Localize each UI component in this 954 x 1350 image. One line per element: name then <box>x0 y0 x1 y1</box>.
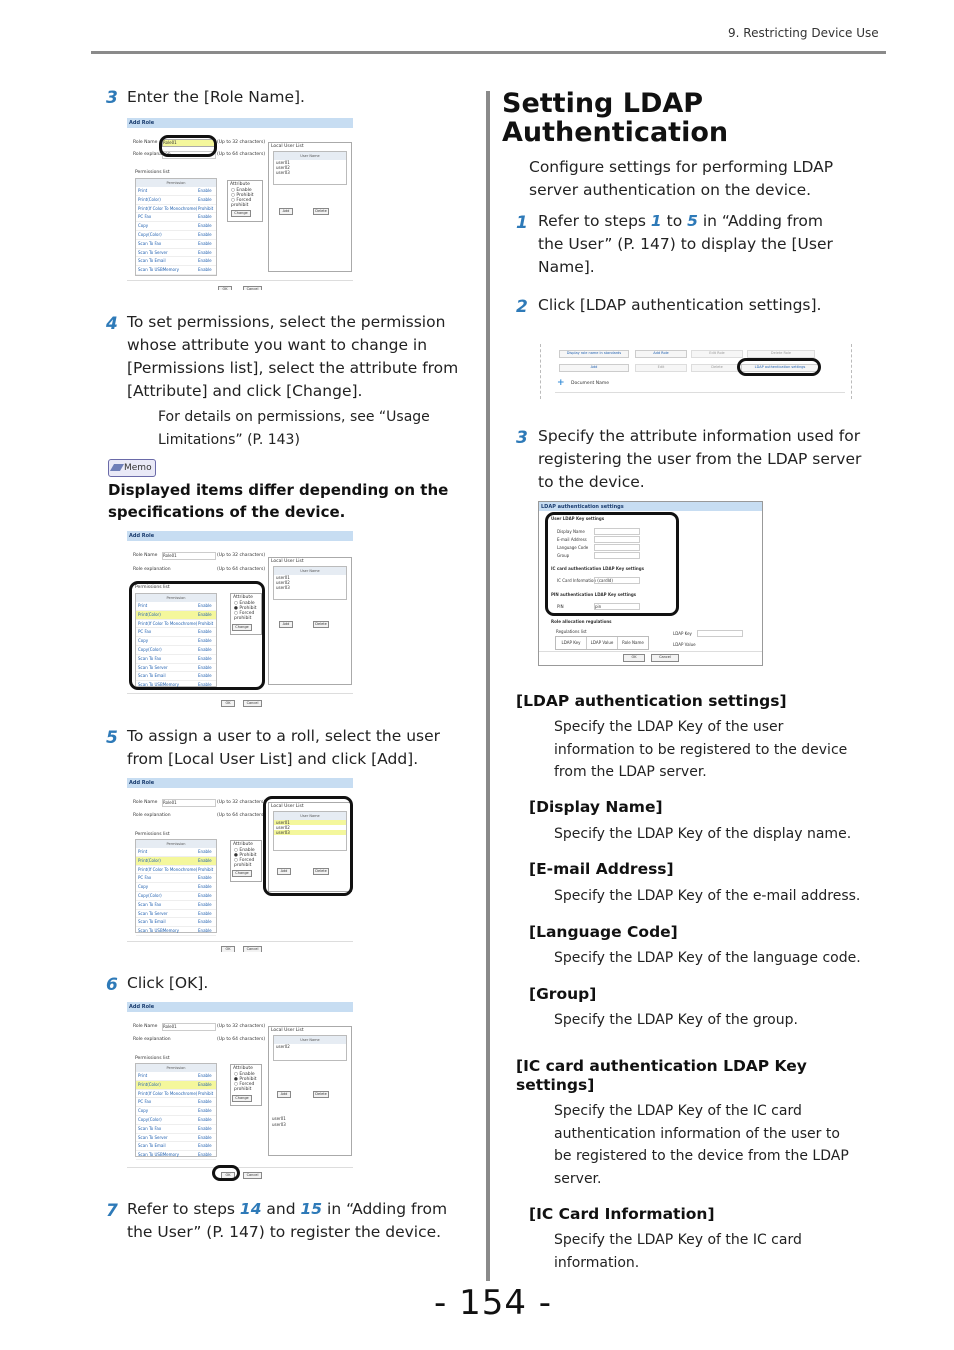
add-button[interactable]: Add <box>277 868 291 875</box>
step-text: Click [LDAP authentication settings]. <box>538 296 822 314</box>
attribute-box: Attribute ○ Enable ○ Prohibit ○ Forced prohibit <box>227 180 263 222</box>
section-heading: [LDAP authentication settings] <box>516 692 787 710</box>
step-number: 3 <box>106 88 118 108</box>
step-number: 5 <box>106 728 118 748</box>
step-text: Refer to steps 14 and 15 in “Adding from the User” (P. 147) to register the device. <box>127 1200 448 1241</box>
section-text: Specify the LDAP Key of the display name. <box>554 826 852 842</box>
section-text: Specify the LDAP Key of the IC card authentication information of the user to be registered to the device from the LDAP server. <box>554 1103 849 1187</box>
field-hint: (Up to 32 characters) <box>217 800 266 805</box>
step-note: For details on permissions, see “Usage Limitations” (P. 143) <box>158 409 430 448</box>
add-button[interactable]: Add <box>277 1091 291 1098</box>
permissions-table: Permission Print Enable Print(Color) Enable Print(If Color To Monochrome) Prohibit PC Fax Enable Copy Enable Copy(Color) Enable Scan To Fax Enable Scan To Server Enable Scan To Email Enable Scan To USBMemory Enable <box>135 178 217 276</box>
perm-list-label: Permissions list <box>135 832 170 837</box>
highlight-oval <box>545 512 679 616</box>
add-icon: + <box>557 378 565 388</box>
ok-button[interactable]: OK <box>221 1172 235 1179</box>
field-hint: (Up to 32 characters) <box>217 140 266 145</box>
step-text: To set permissions, select the permission whose attribute you want to change in [Permissions list], select the attribute from [Attribute] and click [Change]. <box>127 313 459 400</box>
highlight-oval <box>737 358 821 376</box>
attribute-box: Attribute ○ Enable ● Prohibit ○ Forced prohibit <box>230 1064 262 1106</box>
page-title: Setting LDAP Authentication <box>502 88 729 148</box>
highlight-oval <box>159 135 217 157</box>
step-text: Specify the attribute information used for registering the user from the LDAP server to the device. <box>538 427 862 491</box>
field-label: Role explanation <box>133 567 171 572</box>
change-button[interactable]: Change <box>232 870 252 877</box>
permissions-table: Permission Print Enable Print(Color) Enable Print(If Color To Monochrome) Prohibit PC Fax Enable Copy Enable Copy(Color) Enable Scan To Fax Enable Scan To Server Enable Scan To Email Enable Scan To USBMemory Enable <box>135 839 217 933</box>
delete-button[interactable]: Delete <box>313 621 329 628</box>
section-heading: [Language Code] <box>529 923 678 941</box>
field-hint: (Up to 64 characters) <box>217 152 266 157</box>
user-assign-box: Local User List User Name user01 user02 user03 <box>268 142 352 272</box>
field-label: Role explanation <box>133 813 171 818</box>
add-button[interactable]: Add <box>279 208 293 215</box>
user-assign-box: Local User List User Name user01 user02 user03 <box>268 557 352 685</box>
memo-badge: Memo <box>108 459 156 477</box>
step-text: Click [OK]. <box>127 974 209 992</box>
section-text: Specify the LDAP Key of the IC card information. <box>554 1232 802 1271</box>
user-assign-box: Local User List User Name user02 <box>268 1026 352 1156</box>
cancel-button[interactable]: Cancel <box>243 700 262 707</box>
field-hint: (Up to 64 characters) <box>217 813 266 818</box>
delete-button[interactable]: Delete <box>313 208 329 215</box>
change-button[interactable]: Change <box>232 1095 252 1102</box>
step-number: 2 <box>516 297 528 317</box>
section-text: Specify the LDAP Key of the e-mail address. <box>554 888 861 904</box>
field-hint: (Up to 32 characters) <box>217 553 266 558</box>
add-button[interactable]: Add <box>279 621 293 628</box>
field-hint: (Up to 32 characters) <box>217 1024 266 1029</box>
role-name-input[interactable]: Role01 <box>162 552 216 560</box>
perm-list-label: Permissions list <box>135 585 170 590</box>
permissions-table: Permission Print Enable Print(Color) Enable Print(If Color To Monochrome) Prohibit PC Fax Enable Copy Enable Copy(Color) Enable Scan To Fax Enable Scan To Server Enable Scan To Email Enable Scan To USBMemory Enable <box>135 593 217 687</box>
screenshot-add-role-2 <box>127 531 353 707</box>
permissions-table: Permission Print Enable Print(Color) Enable Print(If Color To Monochrome) Prohibit PC Fax Enable Copy Enable Copy(Color) Enable Scan To Fax Enable Scan To Server Enable Scan To Email Enable Scan To USBMemory Enable <box>135 1063 217 1157</box>
ok-button[interactable]: OK <box>221 700 235 707</box>
perm-list-label: Permissions list <box>135 170 170 175</box>
delete-button[interactable]: Delete <box>691 364 743 372</box>
dialog-title: Add Role <box>127 1002 353 1012</box>
section-text: Specify the LDAP Key of the user information to be registered to the device from the LDAP server. <box>554 719 848 780</box>
screenshot-add-role-4: Add Role Role Name Role01 (Up to 32 characters) Role explanation (Up to 64 characters) Permissions list Permission Print Enable Print(Color) Enable Print(If Color To Monochrome) Prohibit PC Fax Enable Copy Enable Copy(Color) Enable Scan To Fax Enable Scan To Server Enable Scan To Email Enable Scan To USBMemory Enable Attribute ○ Enable ● Prohibit ○ Forced prohibit Change Local User List User Name user02 Add Delete user01 user03 OK Cancel <box>127 1002 353 1182</box>
cancel-button[interactable]: Cancel <box>243 1172 262 1179</box>
step-text: To assign a user to a roll, select the user from [Local User List] and click [Add]. <box>127 727 440 768</box>
dialog-title: LDAP authentication settings <box>539 502 762 511</box>
field-label: Role explanation <box>133 1037 171 1042</box>
ldap-settings-button[interactable]: LDAP authentication settings <box>741 364 819 372</box>
add-role-button[interactable]: Add Role <box>635 350 687 358</box>
cancel-button[interactable]: Cancel <box>243 286 262 290</box>
cancel-button[interactable]: Cancel <box>243 946 262 952</box>
screenshot-toolbar <box>540 344 852 399</box>
page-number: - 154 - <box>434 1283 553 1323</box>
section-heading: [E-mail Address] <box>529 860 674 878</box>
ok-button[interactable]: OK <box>623 654 645 662</box>
step-number: 3 <box>516 428 528 448</box>
field-hint: (Up to 64 characters) <box>217 1037 266 1042</box>
header-rule <box>91 51 886 54</box>
attribute-box: Attribute ○ Enable ● Prohibit ○ Forced prohibit <box>230 840 262 882</box>
section-heading: [IC Card Information] <box>529 1205 715 1223</box>
change-button[interactable]: Change <box>231 210 251 217</box>
section-heading: [Group] <box>529 985 597 1003</box>
display-standard-button[interactable]: Display role name in standards <box>559 350 629 358</box>
step-number: 6 <box>106 975 118 995</box>
field-label: Role Name <box>133 553 158 558</box>
dialog-title: Add Role <box>127 778 353 788</box>
delete-role-button[interactable]: Delete Role <box>747 350 815 358</box>
cancel-button[interactable]: Cancel <box>651 654 679 662</box>
column-divider <box>486 91 490 1281</box>
field-label: Role Name <box>133 1024 158 1029</box>
step-number: 7 <box>106 1201 118 1221</box>
section-text: Specify the LDAP Key of the language code. <box>554 950 861 966</box>
dialog-title: Add Role <box>127 531 353 541</box>
screenshot-ldap-dialog: LDAP authentication settings User LDAP Key settings Display Name E-mail Address Language Code Group IC card authentication LDAP Key settings IC Card Information (cardId) PIN authentication LDAP Key settings PIN pin Role allocation regulations Regulations list LDAP Key LDAP Value Role Name LDAP Key LDAP Value OK Cancel <box>538 501 763 666</box>
section-header: 9. Restricting Device Use <box>728 26 879 40</box>
highlight-oval <box>129 581 265 690</box>
delete-button[interactable]: Delete <box>313 868 329 875</box>
field-label: Role explanation <box>133 152 171 157</box>
step-number: 4 <box>106 314 118 334</box>
field-label: Role Name <box>133 800 158 805</box>
highlight-oval <box>212 1165 240 1181</box>
ok-button[interactable]: OK <box>221 946 235 952</box>
edit-button[interactable]: Edit <box>635 364 687 372</box>
role-name-input[interactable]: Role01 <box>162 139 216 147</box>
screenshot-add-role-1 <box>127 118 353 290</box>
memo-text: Displayed items differ depending on the specifications of the device. <box>108 481 449 521</box>
step-number: 1 <box>516 213 528 233</box>
delete-button[interactable]: Delete <box>313 1091 329 1098</box>
step-text: Refer to steps 1 to 5 in “Adding from the User” (P. 147) to display the [User Name]. <box>538 212 833 276</box>
user-assign-box: Local User List User Name user01 user02 user03 <box>268 802 352 892</box>
section-text: Specify the LDAP Key of the group. <box>554 1012 798 1028</box>
intro-text: Configure settings for performing LDAP server authentication on the device. <box>529 158 834 199</box>
perm-list-label: Permissions list <box>135 1056 170 1061</box>
dialog-title: Add Role <box>127 118 353 128</box>
field-label: Role Name <box>133 140 158 145</box>
field-hint: (Up to 64 characters) <box>217 567 266 572</box>
document-name-label: Document Name <box>571 381 610 386</box>
change-button[interactable]: Change <box>232 624 252 631</box>
highlight-oval <box>263 796 353 896</box>
add-button[interactable]: Add <box>559 364 629 372</box>
section-heading: [IC card authentication LDAP Key settings] <box>516 1057 807 1094</box>
step-text: Enter the [Role Name]. <box>127 88 305 106</box>
pencil-icon <box>110 464 124 471</box>
screenshot-add-role-3 <box>127 778 353 952</box>
ok-button[interactable]: OK <box>218 286 232 290</box>
edit-role-button[interactable]: Edit Role <box>691 350 743 358</box>
section-heading: [Display Name] <box>529 798 663 816</box>
role-name-input[interactable]: Role01 <box>162 1023 216 1031</box>
attribute-box: Attribute ○ Enable ● Prohibit ○ Forced prohibit <box>230 593 262 635</box>
role-name-input[interactable]: Role01 <box>162 799 216 807</box>
